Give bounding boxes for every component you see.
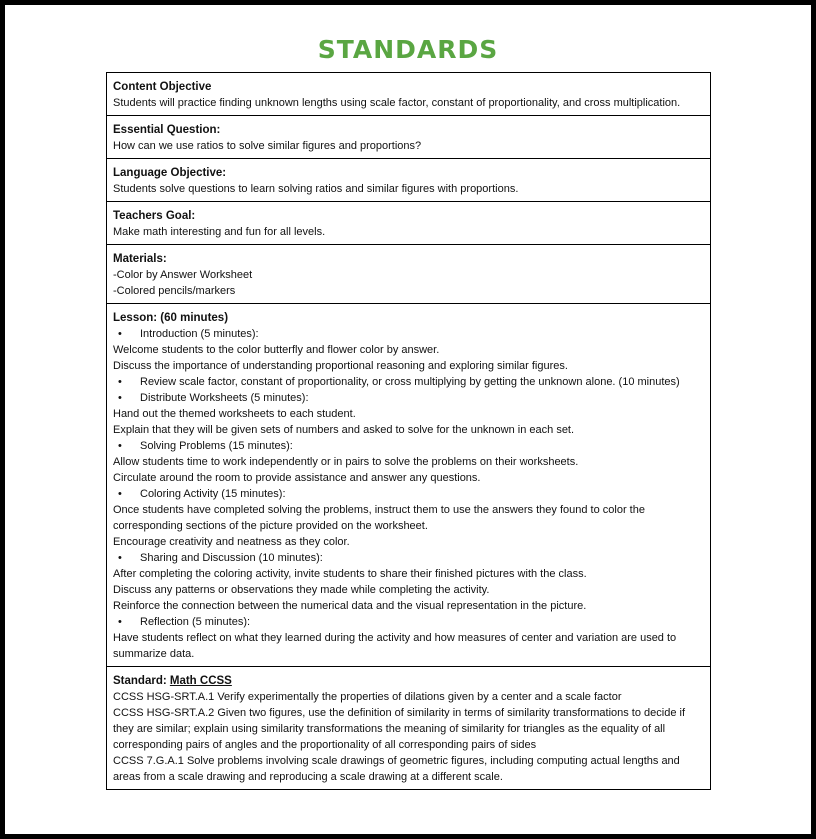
bullet-icon: •	[118, 488, 122, 500]
standards-table	[106, 72, 711, 790]
lesson-step-reflection	[113, 614, 704, 630]
standard-text: CCSS HSG-SRT.A.1 Verify experimentally the properties of dilations given by a center and a scale factor	[113, 691, 622, 703]
math-ccss-link[interactable]: Math CCSS	[169, 675, 232, 687]
lesson-step-label: Solving Problems (15 minutes):	[140, 440, 293, 452]
content-objective-heading: Content Objective	[113, 81, 212, 93]
standard-text: CCSS HSG-SRT.A.2 Given two figures, use the definition of similarity in terms of similarity transformations to decide if they are similar; explain using similarity transformations the meaning of similarity for triangles as the equality of all corresponding pairs of angles and the proportionality of all corresponding pairs of sides	[113, 707, 686, 751]
bullet-icon: •	[118, 376, 122, 388]
lesson-row	[107, 304, 710, 667]
bullet-icon: •	[118, 440, 122, 452]
essential-question-text: How can we use ratios to solve similar figures and proportions?	[113, 140, 422, 152]
materials-item: -Colored pencils/markers	[113, 285, 236, 297]
lesson-text: Reinforce the connection between the numerical data and the visual representation in the picture.	[113, 600, 587, 612]
lesson-text: Encourage creativity and neatness as they color.	[113, 536, 350, 548]
standard-heading-line	[113, 674, 704, 689]
lesson-step-coloring	[113, 486, 704, 502]
materials-row	[107, 245, 710, 304]
standard-row	[107, 667, 710, 789]
lesson-step-label: Reflection (5 minutes):	[140, 616, 251, 628]
lesson-step-label: Distribute Worksheets (5 minutes):	[140, 392, 309, 404]
lesson-step-review	[113, 374, 704, 390]
teachers-goal-heading: Teachers Goal:	[113, 210, 196, 222]
lesson-text: Circulate around the room to provide assistance and answer any questions.	[113, 472, 481, 484]
essential-question-row	[107, 116, 710, 159]
bullet-icon: •	[118, 552, 122, 564]
lesson-step-sharing	[113, 550, 704, 566]
materials-item: -Color by Answer Worksheet	[113, 269, 253, 281]
lesson-text: Explain that they will be given sets of numbers and asked to solve for the unknown in each set.	[113, 424, 575, 436]
bullet-icon: •	[118, 328, 122, 340]
page-title: STANDARDS	[317, 35, 499, 64]
teachers-goal-row	[107, 202, 710, 245]
lesson-text: After completing the coloring activity, invite students to share their finished pictures with the class.	[113, 568, 587, 580]
lesson-step-distribute	[113, 390, 704, 406]
materials-heading: Materials:	[113, 253, 167, 265]
teachers-goal-text: Make math interesting and fun for all levels.	[113, 226, 326, 238]
lesson-text: Discuss the importance of understanding proportional reasoning and exploring similar figures.	[113, 360, 568, 372]
lesson-step-label: Introduction (5 minutes):	[140, 328, 259, 340]
essential-question-heading: Essential Question:	[113, 124, 221, 136]
content-objective-row	[107, 73, 710, 116]
lesson-text: Hand out the themed worksheets to each student.	[113, 408, 356, 420]
language-objective-row	[107, 159, 710, 202]
lesson-step-label: Sharing and Discussion (10 minutes):	[140, 552, 323, 564]
lesson-step-label: Review scale factor, constant of proportionality, or cross multiplying by getting the unknown alone. (10 minutes)	[140, 376, 680, 388]
lesson-text: Once students have completed solving the problems, instruct them to use the answers they found to color the corresponding sections of the picture provided on the worksheet.	[113, 504, 645, 532]
language-objective-heading: Language Objective:	[113, 167, 227, 179]
lesson-text: Discuss any patterns or observations they made while completing the activity.	[113, 584, 490, 596]
standard-text: CCSS 7.G.A.1 Solve problems involving scale drawings of geometric figures, including computing actual lengths and areas from a scale drawing and reproducing a scale drawing at a different scale.	[113, 755, 680, 783]
content-objective-text: Students will practice finding unknown lengths using scale factor, constant of proportionality, and cross multiplication.	[113, 97, 681, 109]
lesson-heading: Lesson: (60 minutes)	[113, 312, 229, 324]
lesson-step-intro	[113, 326, 704, 342]
lesson-step-label: Coloring Activity (15 minutes):	[140, 488, 286, 500]
bullet-icon: •	[118, 616, 122, 628]
lesson-text: Welcome students to the color butterfly and flower color by answer.	[113, 344, 440, 356]
standard-heading: Standard:	[113, 675, 167, 687]
language-objective-text: Students solve questions to learn solving ratios and similar figures with proportions.	[113, 183, 519, 195]
lesson-text: Allow students time to work independently or in pairs to solve the problems on their worksheets.	[113, 456, 579, 468]
bullet-icon: •	[118, 392, 122, 404]
lesson-step-solving	[113, 438, 704, 454]
lesson-text: Have students reflect on what they learned during the activity and how measures of center and variation are used to summarize data.	[113, 632, 677, 660]
